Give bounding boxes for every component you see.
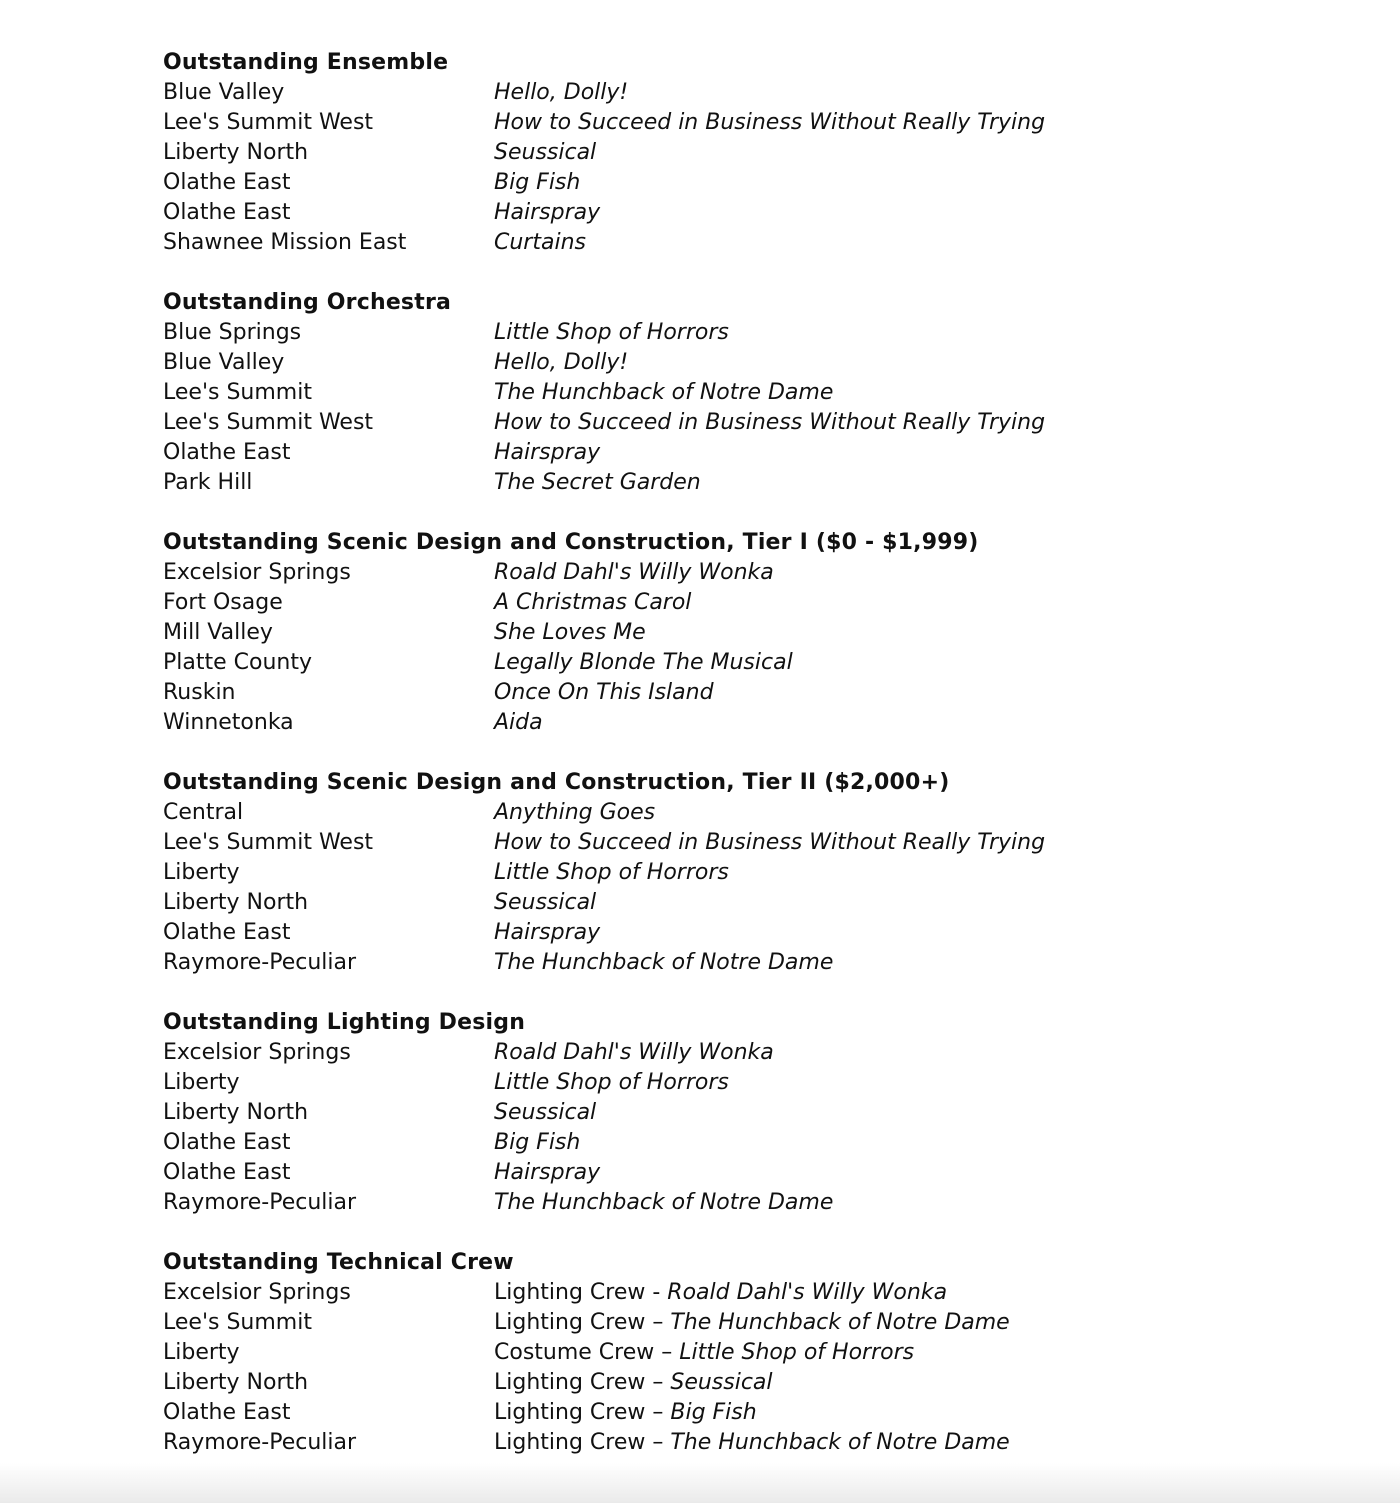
nominee-row (163, 1158, 1263, 1188)
nominee-row (163, 138, 1263, 168)
nominee-row (163, 198, 1263, 228)
school-name: Olathe East (163, 200, 291, 225)
school-name: Liberty (163, 1340, 240, 1365)
section-heading: Outstanding Technical Crew (163, 1250, 514, 1275)
show-title: A Christmas Carol (494, 590, 692, 615)
crew-type: Lighting Crew – (494, 1310, 671, 1335)
show-title: Hello, Dolly! (494, 350, 629, 375)
show-title: Little Shop of Horrors (679, 1340, 915, 1365)
school-name: Blue Valley (163, 80, 285, 105)
school-name: Excelsior Springs (163, 1280, 351, 1305)
school-name: Lee's Summit West (163, 830, 374, 855)
show-title: Big Fish (670, 1400, 757, 1425)
show-title: Seussical (670, 1370, 773, 1395)
school-name: Blue Springs (163, 320, 302, 345)
nominee-row (163, 948, 1263, 978)
show-title: Seussical (494, 1100, 597, 1125)
nominee-row (163, 1068, 1263, 1098)
school-name: Olathe East (163, 1160, 291, 1185)
school-name: Liberty North (163, 1370, 309, 1395)
show-title: Legally Blonde The Musical (494, 650, 793, 675)
school-name: Central (163, 800, 244, 825)
crew-type: Lighting Crew - (494, 1280, 668, 1305)
award-section-technical-crew (163, 1248, 1263, 1458)
section-heading: Outstanding Ensemble (163, 50, 449, 75)
nominee-row (163, 1278, 1263, 1308)
nominee-row (163, 408, 1263, 438)
nominee-row (163, 798, 1263, 828)
school-name: Shawnee Mission East (163, 230, 407, 255)
school-name: Olathe East (163, 170, 291, 195)
nominee-row (163, 468, 1263, 498)
school-name: Liberty North (163, 890, 309, 915)
school-name: Ruskin (163, 680, 236, 705)
nominee-row (163, 1368, 1263, 1398)
school-name: Liberty North (163, 1100, 309, 1125)
nominee-row (163, 708, 1263, 738)
nominee-row (163, 1098, 1263, 1128)
award-section-lighting-design (163, 1008, 1263, 1218)
school-name: Olathe East (163, 1130, 291, 1155)
nominee-row (163, 648, 1263, 678)
school-name: Excelsior Springs (163, 560, 351, 585)
show-title: Roald Dahl's Willy Wonka (667, 1280, 948, 1305)
show-title: The Hunchback of Notre Dame (670, 1310, 1010, 1335)
crew-type: Lighting Crew – (494, 1430, 671, 1455)
school-name: Lee's Summit (163, 1310, 312, 1335)
nominee-row (163, 378, 1263, 408)
show-title: Seussical (494, 140, 597, 165)
school-name: Park Hill (163, 470, 253, 495)
nominee-row (163, 678, 1263, 708)
show-title: Hairspray (494, 440, 601, 465)
show-title: Little Shop of Horrors (494, 1070, 729, 1095)
show-title: The Secret Garden (494, 470, 701, 495)
show-title: Hairspray (494, 1160, 601, 1185)
show-title: She Loves Me (494, 620, 646, 645)
nominee-row (163, 1428, 1263, 1458)
show-title: Aida (494, 710, 543, 735)
nominee-row (163, 438, 1263, 468)
nominee-row (163, 618, 1263, 648)
school-name: Liberty North (163, 140, 309, 165)
school-name: Raymore-Peculiar (163, 1430, 357, 1455)
awards-nominations-document (163, 48, 1263, 1488)
nominee-row (163, 168, 1263, 198)
show-title: Curtains (494, 230, 586, 255)
show-title: The Hunchback of Notre Dame (494, 380, 834, 405)
nominee-row (163, 78, 1263, 108)
crew-type: Lighting Crew – (494, 1400, 671, 1425)
award-section-scenic-tier-2 (163, 768, 1263, 978)
show-title: Hairspray (494, 200, 601, 225)
nominee-row (163, 1338, 1263, 1368)
nominee-row (163, 1188, 1263, 1218)
show-title: Hairspray (494, 920, 601, 945)
show-title: The Hunchback of Notre Dame (670, 1430, 1010, 1455)
show-title: Little Shop of Horrors (494, 860, 729, 885)
school-name: Olathe East (163, 1400, 291, 1425)
school-name: Winnetonka (163, 710, 294, 735)
show-title: The Hunchback of Notre Dame (494, 950, 834, 975)
nominee-row (163, 828, 1263, 858)
section-heading: Outstanding Scenic Design and Construction, Tier I ($0 - $1,999) (163, 530, 979, 555)
school-name: Olathe East (163, 920, 291, 945)
award-section-scenic-tier-1 (163, 528, 1263, 738)
school-name: Liberty (163, 1070, 240, 1095)
show-title: Big Fish (494, 170, 581, 195)
nominee-row (163, 108, 1263, 138)
nominee-row (163, 888, 1263, 918)
crew-type: Lighting Crew – (494, 1370, 671, 1395)
show-title: Anything Goes (494, 800, 656, 825)
school-name: Blue Valley (163, 350, 285, 375)
school-name: Excelsior Springs (163, 1040, 351, 1065)
nominee-row (163, 1038, 1263, 1068)
school-name: Fort Osage (163, 590, 283, 615)
nominee-row (163, 1308, 1263, 1338)
show-title: The Hunchback of Notre Dame (494, 1190, 834, 1215)
section-heading: Outstanding Scenic Design and Construction, Tier II ($2,000+) (163, 770, 950, 795)
show-title: Seussical (494, 890, 597, 915)
show-title: Little Shop of Horrors (494, 320, 729, 345)
show-title: Big Fish (494, 1130, 581, 1155)
nominee-row (163, 348, 1263, 378)
show-title: How to Succeed in Business Without Really Trying (494, 110, 1046, 135)
nominee-row (163, 918, 1263, 948)
nominee-row (163, 1398, 1263, 1428)
nominee-row (163, 228, 1263, 258)
school-name: Raymore-Peculiar (163, 950, 357, 975)
page-bottom-shadow (0, 1463, 1400, 1503)
show-title: Once On This Island (494, 680, 714, 705)
school-name: Olathe East (163, 440, 291, 465)
crew-type: Costume Crew – (494, 1340, 680, 1365)
award-section-ensemble (163, 48, 1263, 258)
show-title: Roald Dahl's Willy Wonka (494, 560, 774, 585)
school-name: Lee's Summit West (163, 110, 374, 135)
section-heading: Outstanding Orchestra (163, 290, 452, 315)
award-section-orchestra (163, 288, 1263, 498)
school-name: Lee's Summit West (163, 410, 374, 435)
nominee-row (163, 558, 1263, 588)
show-title: Hello, Dolly! (494, 80, 629, 105)
nominee-row (163, 318, 1263, 348)
show-title: How to Succeed in Business Without Really Trying (494, 410, 1046, 435)
nominee-row (163, 588, 1263, 618)
show-title: Roald Dahl's Willy Wonka (494, 1040, 774, 1065)
school-name: Liberty (163, 860, 240, 885)
show-title: How to Succeed in Business Without Really Trying (494, 830, 1046, 855)
nominee-row (163, 1128, 1263, 1158)
school-name: Platte County (163, 650, 312, 675)
section-heading: Outstanding Lighting Design (163, 1010, 526, 1035)
school-name: Mill Valley (163, 620, 273, 645)
school-name: Lee's Summit (163, 380, 312, 405)
nominee-row (163, 858, 1263, 888)
school-name: Raymore-Peculiar (163, 1190, 357, 1215)
